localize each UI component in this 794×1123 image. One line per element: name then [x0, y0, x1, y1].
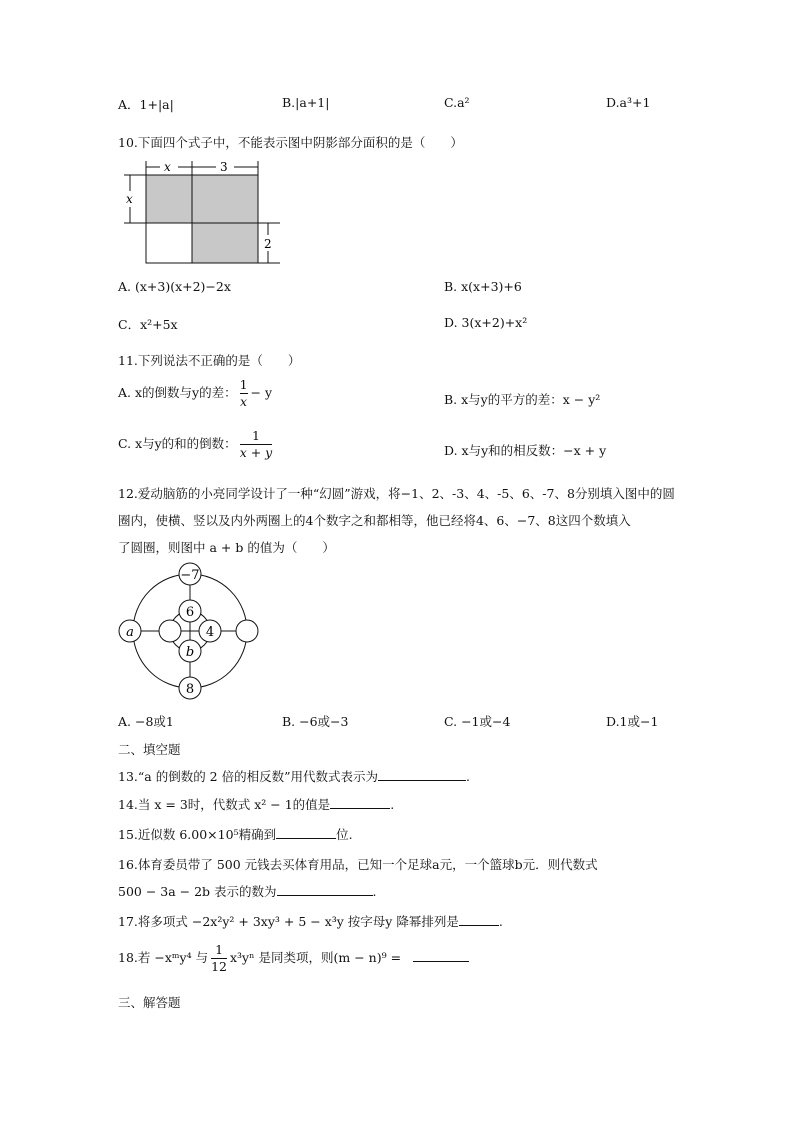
q17: 17.将多项式 −2x²y² + 3xy³ + 5 − x³y 按字母y 降幂排列是 . — [118, 914, 503, 929]
q16-answer-blank[interactable] — [277, 883, 373, 896]
q11-option-d: D. x与y和的相反数：−x + y — [444, 443, 607, 458]
q12-line-3: 了圆圈，则图中 a + b 的值为（ ） — [118, 540, 335, 555]
q18-answer-blank[interactable] — [413, 949, 469, 962]
q10-stem: 10.下面四个式子中，不能表示图中阴影部分面积的是（ ） — [118, 135, 463, 150]
q11-c-fraction: $\frac{1}{x + y}$ — [239, 428, 273, 460]
q11-c-text: C. x与y的和的倒数： — [118, 436, 237, 451]
q13: 13.“a 的倒数的 2 倍的相反数”用代数式表示为 . — [118, 769, 470, 784]
q17-answer-blank[interactable] — [459, 913, 499, 926]
q9-option-b: B.|a+1| — [282, 95, 330, 110]
q13-answer-blank[interactable] — [378, 768, 466, 781]
q11-a-fraction: $\frac{1}{x}$ — [239, 377, 248, 409]
q12-line-2: 圈内，使横、竖以及内外两圈上的4个数字之和都相等，他已经将4、6、−7、8这四个数填入 — [118, 513, 631, 528]
q18: 18.若 −xᵐy⁴ 与 $\frac{1}{12}$ x³yⁿ 是同类项，则(m − n)⁹ = — [118, 942, 469, 975]
q10-blank-cell — [146, 223, 192, 263]
q9-option-d: D.a³+1 — [606, 95, 651, 110]
q12-circle-right-outer — [236, 620, 258, 642]
section-solve-heading: 三、解答题 — [118, 995, 181, 1010]
q11-stem: 11.下列说法不正确的是（ ） — [118, 353, 301, 368]
q15: 15.近似数 6.00×10⁵精确到 位. — [118, 827, 353, 842]
q14: 14.当 x = 3时，代数式 x² − 1的值是 . — [118, 797, 395, 812]
q10-label-3: 3 — [220, 160, 228, 174]
q15-answer-blank[interactable] — [276, 826, 336, 839]
q9-option-a: A．1+|a| — [118, 97, 174, 112]
q10-option-d: D. 3(x+2)+x² — [444, 315, 528, 330]
q11-option-a: A. x的倒数与y的差： $\frac{1}{x}$ − y — [118, 377, 273, 409]
q12-label-a: a — [126, 625, 134, 640]
q11-a-text: A. x的倒数与y的差： — [118, 385, 237, 400]
q11-option-b: B. x与y的平方的差：x − y² — [444, 392, 601, 407]
q16-line-1: 16.体育委员带了 500 元钱去买体育用品，已知一个足球a元，一个篮球b元．则代数式 — [118, 857, 598, 872]
q16-line-2: 500 − 3a − 2b 表示的数为 . — [118, 884, 377, 899]
q12-label-bottom: 8 — [185, 682, 195, 697]
q12-option-a: A. −8或1 — [118, 714, 174, 729]
q10-label-x-top: x — [164, 160, 171, 174]
q12-label-upper: 6 — [185, 605, 195, 620]
q18-fraction: $\frac{1}{12}$ — [211, 942, 227, 974]
q10-shaded-bottom — [192, 223, 258, 263]
q14-answer-blank[interactable] — [330, 796, 390, 809]
q12-label-right-inner: 4 — [205, 625, 215, 640]
q12-option-b: B. −6或−3 — [282, 714, 349, 729]
q12-magic-circle-figure — [112, 560, 272, 702]
q12-line-1: 12.爱动脑筋的小亮同学设计了一种“幻圆”游戏，将−1、2、-3、4、-5、6、-7、8分别填入图中的圆 — [118, 486, 675, 501]
q12-label-top: −7 — [180, 568, 200, 583]
q12-label-b: b — [185, 645, 195, 660]
q12-option-d: D.1或−1 — [606, 714, 659, 729]
q9-option-c: C.a² — [444, 95, 470, 110]
q12-option-c: C. −1或−4 — [444, 714, 511, 729]
q10-option-a: A. (x+3)(x+2)−2x — [118, 279, 231, 294]
section-fill-in-heading: 二、填空题 — [118, 742, 181, 757]
q10-option-c: C．x²+5x — [118, 317, 178, 332]
q10-option-b: B. x(x+3)+6 — [444, 279, 522, 294]
q10-label-x-left: x — [126, 192, 133, 206]
q11-option-c — [118, 428, 275, 461]
q12-circle-left-inner — [159, 620, 181, 642]
q10-area-figure — [112, 155, 292, 270]
q10-shaded-top — [146, 175, 258, 223]
q10-label-2: 2 — [264, 237, 272, 251]
